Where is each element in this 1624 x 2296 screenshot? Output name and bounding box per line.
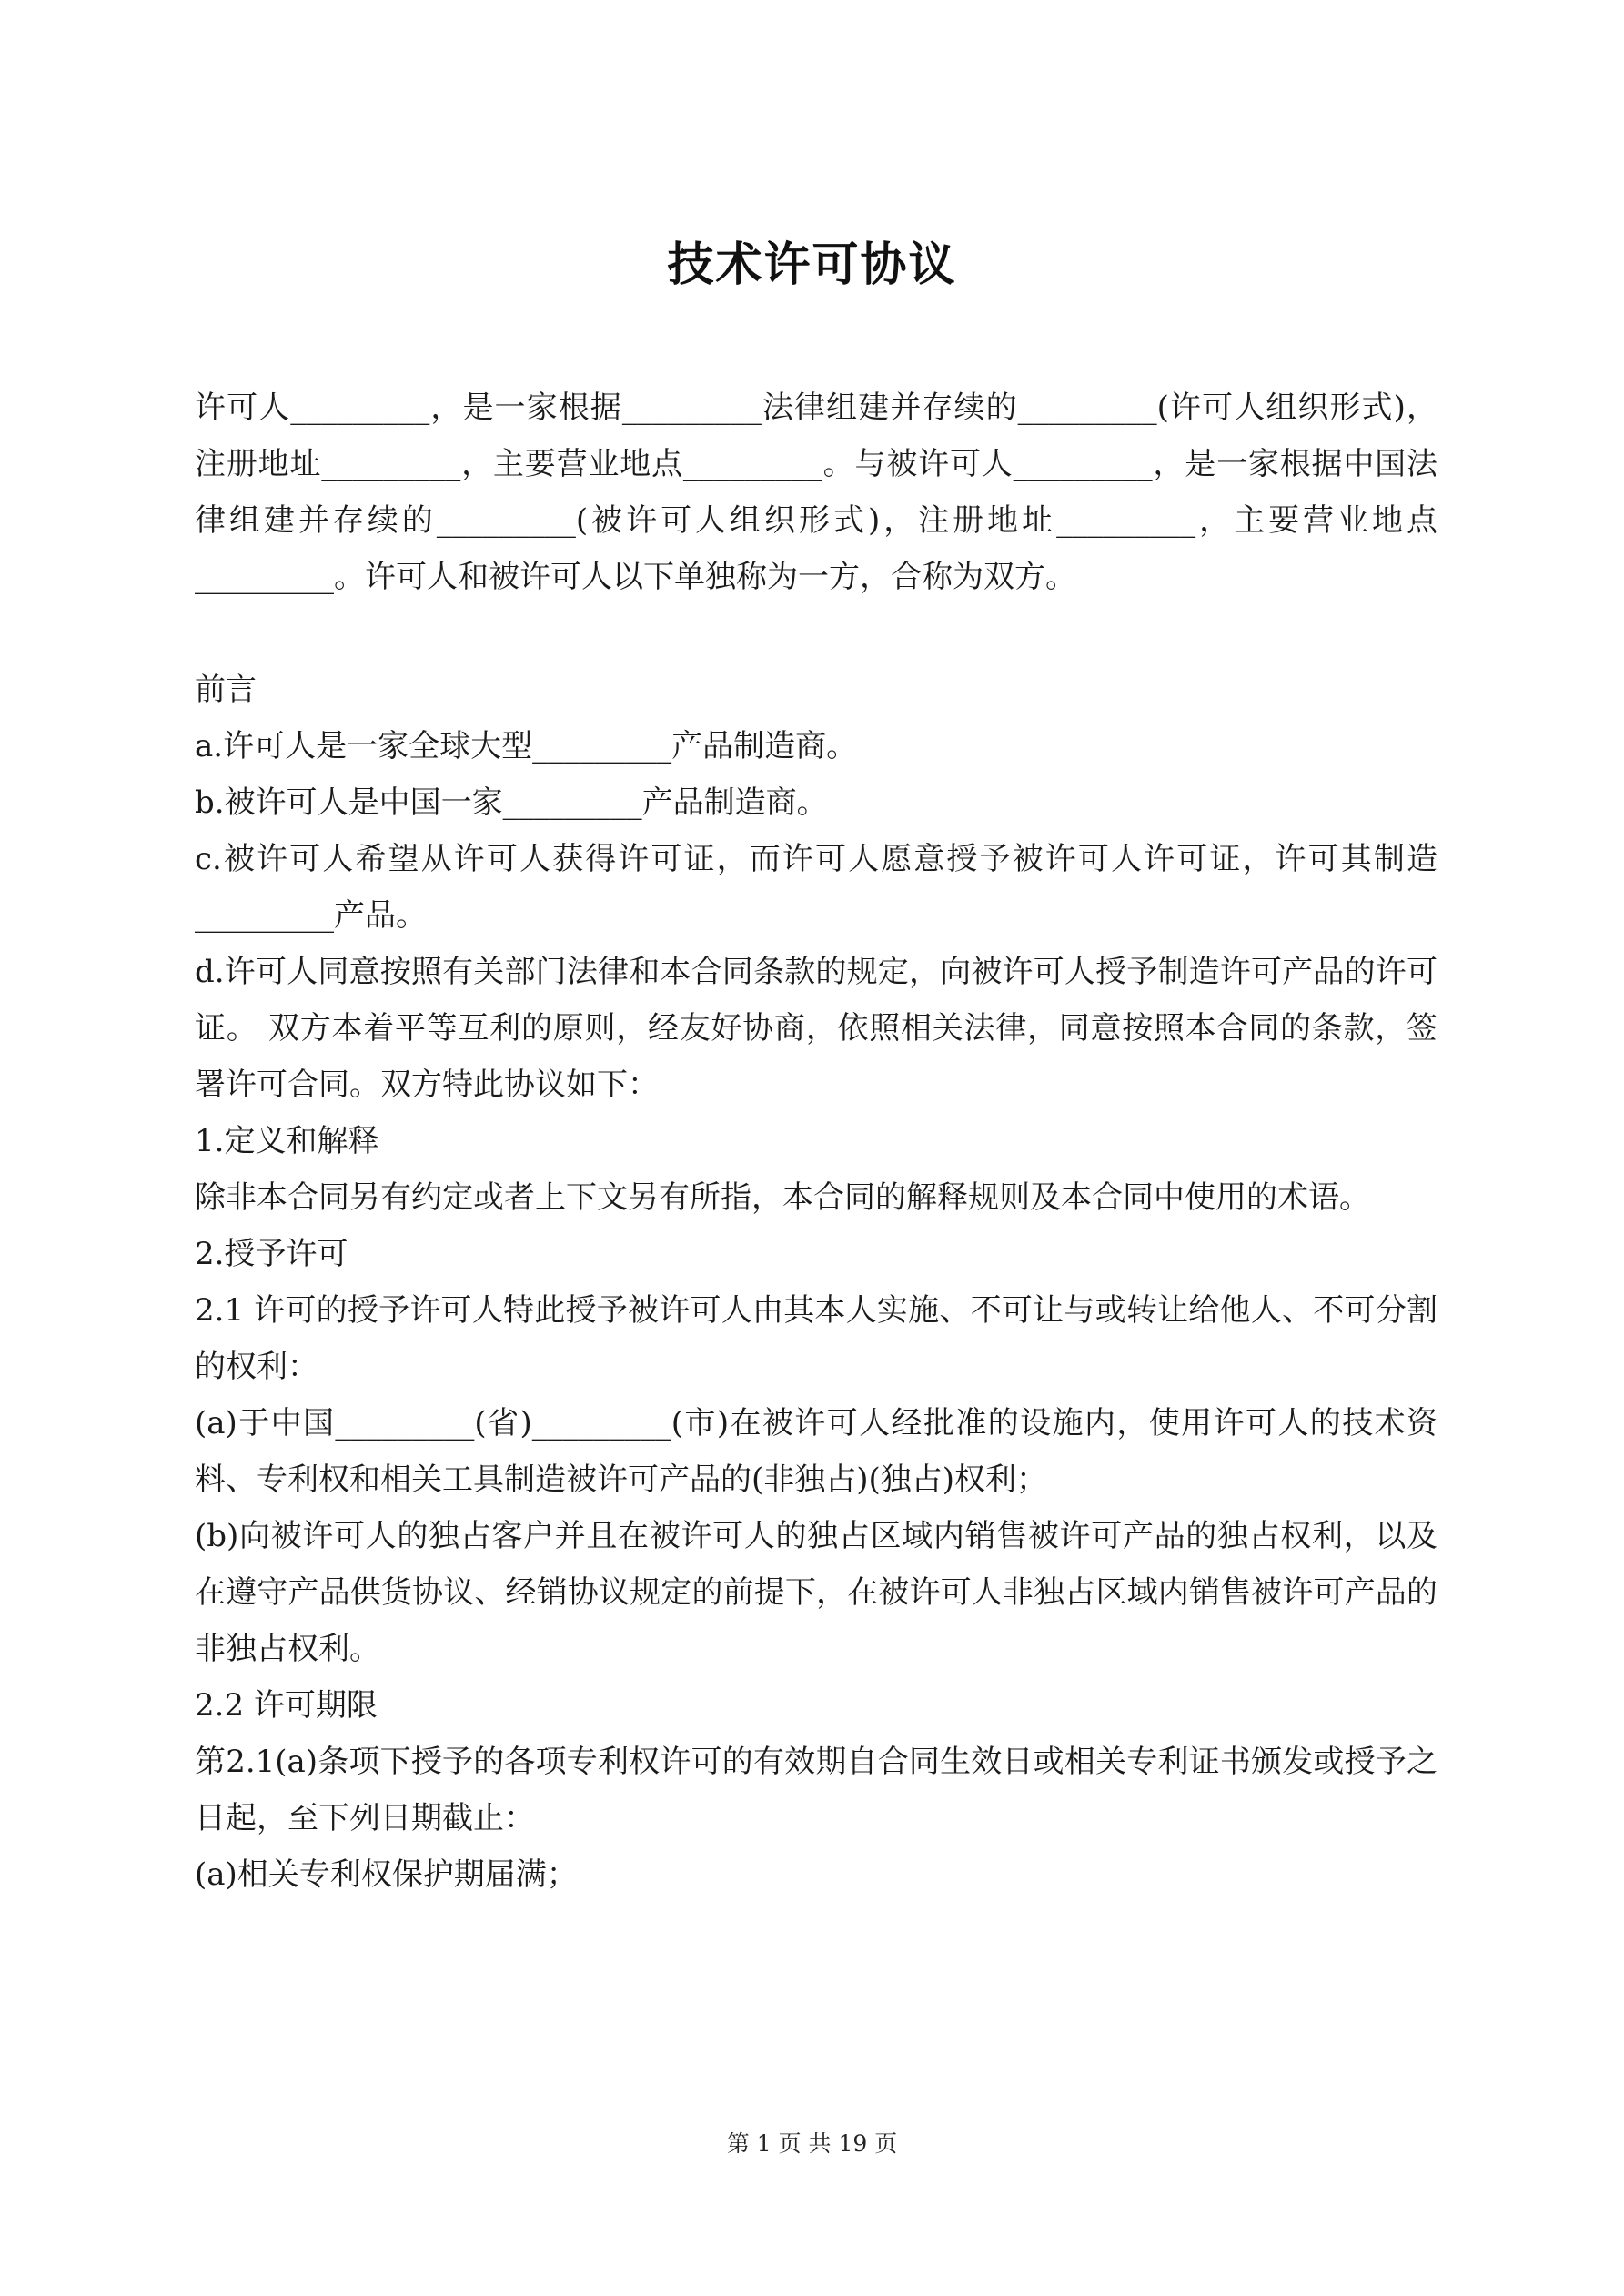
preamble-item-d: d.许可人同意按照有关部门法律和本合同条款的规定，向被许可人授予制造许可产品的许可证。 双方本着平等互利的原则，经友好协商，依照相关法律，同意按照本合同的条款，签署许可合同。双方特此协议如下：: [195, 954, 1437, 1103]
clause-2-2-a: (a)相关专利权保护期届满；: [195, 1856, 578, 1893]
document-body: [195, 379, 1437, 1903]
preamble-item-c: c.被许可人希望从许可人获得许可证，而许可人愿意授予被许可人许可证，许可其制造_________产品。: [195, 841, 1437, 934]
clause-2-1-a: (a)于中国_________(省)_________(市)在被许可人经批准的设施内，使用许可人的技术资料、专利权和相关工具制造被许可产品的(非独占)(独占)权利；: [195, 1405, 1437, 1498]
section-heading-grant: 2.授予许可: [195, 1236, 348, 1272]
clause-2-2-text: 第2.1(a)条项下授予的各项专利权许可的有效期自合同生效日或相关专利证书颁发或授予之日起，至下列日期截止：: [195, 1744, 1437, 1836]
document-title: 技术许可协议: [667, 238, 957, 293]
preamble-heading: 前言: [195, 672, 257, 708]
preamble-item-a: a.许可人是一家全球大型_________产品制造商。: [195, 728, 858, 764]
section-heading-definitions: 1.定义和解释: [195, 1123, 379, 1159]
page-footer: 第 1 页 共 19 页: [726, 2130, 898, 2157]
preamble-item-b: b.被许可人是中国一家_________产品制造商。: [195, 784, 828, 821]
definitions-text: 除非本合同另有约定或者上下文另有所指，本合同的解释规则及本合同中使用的术语。: [195, 1179, 1370, 1216]
clause-2-1: 2.1 许可的授予许可人特此授予被许可人由其本人实施、不可让与或转让给他人、不可分割的权利：: [195, 1292, 1437, 1385]
clause-2-2-heading: 2.2 许可期限: [195, 1687, 378, 1724]
intro-paragraph: 许可人_________，是一家根据_________法律组建并存续的_________(许可人组织形式)，注册地址_________，主要营业地点_________。与被许可人_________，是一家根据中国法律组建并存续的_________(被许可人组织形式)，注册地址_________，主要营业地点_________。许可人和被许可人以下单独称为一方，合称为双方。: [195, 389, 1437, 595]
clause-2-1-b: (b)向被许可人的独占客户并且在被许可人的独占区域内销售被许可产品的独占权利，以及在遵守产品供货协议、经销协议规定的前提下，在被许可人非独占区域内销售被许可产品的非独占权利。: [195, 1518, 1437, 1667]
